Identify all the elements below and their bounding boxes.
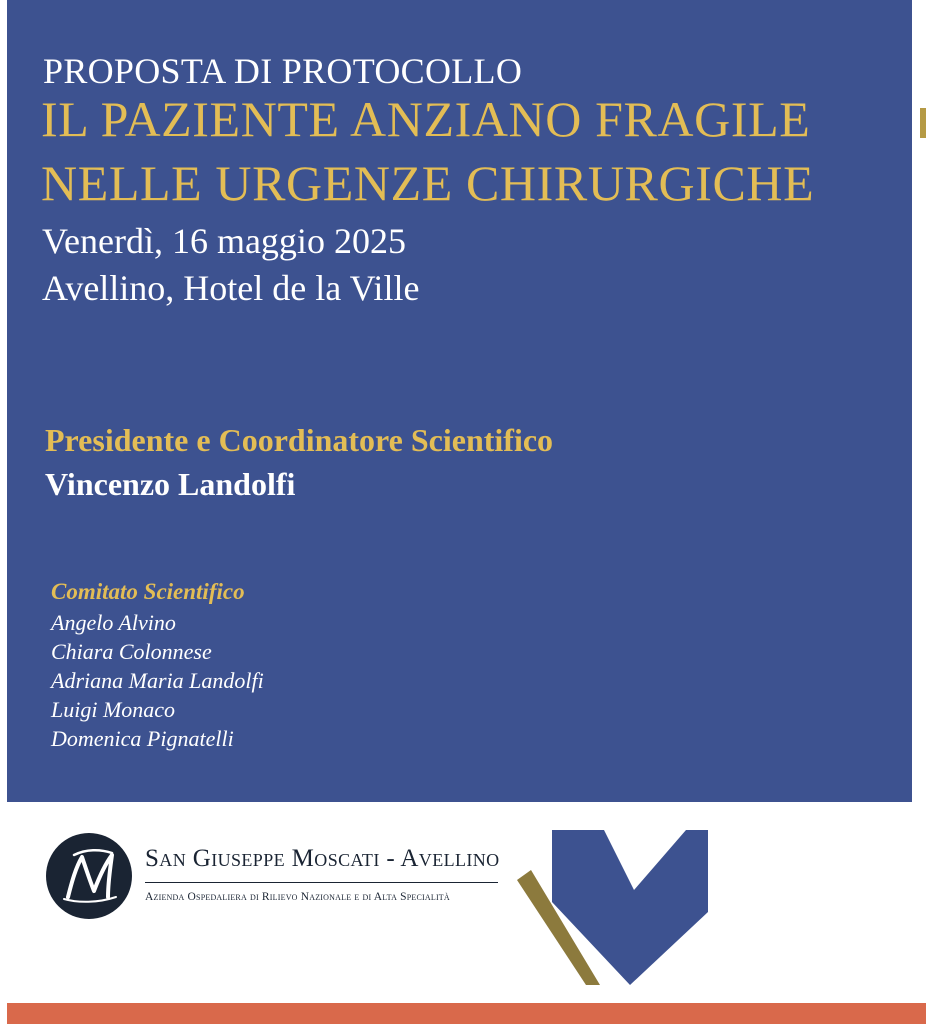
- event-date: Venerdì, 16 maggio 2025: [42, 221, 406, 261]
- kicker-text: PROPOSTA DI PROTOCOLLO: [43, 51, 523, 91]
- monogram-m-logo-icon: [46, 833, 132, 919]
- committee-title: Comitato Scientifico: [51, 579, 245, 604]
- committee-member: Chiara Colonnese: [51, 639, 212, 664]
- bottom-bar: [7, 1003, 926, 1024]
- hospital-subtitle: Azienda Ospedaliera di Rilievo Nazionale e di Alta Specialità: [145, 891, 450, 903]
- hospital-name: San Giuseppe Moscati - Avellino: [145, 845, 500, 872]
- edge-accent-icon: [920, 108, 926, 138]
- title-line-2: NELLE URGENZE CHIRURGICHE: [41, 155, 815, 211]
- hospital-logo: [46, 833, 132, 919]
- committee-member: Luigi Monaco: [51, 697, 176, 722]
- president-name: Vincenzo Landolfi: [45, 466, 296, 502]
- committee-member: Angelo Alvino: [51, 610, 176, 635]
- president-role: Presidente e Coordinatore Scientifico: [45, 422, 554, 458]
- event-venue: Avellino, Hotel de la Ville: [42, 268, 420, 308]
- title-line-1: IL PAZIENTE ANZIANO FRAGILE: [41, 91, 811, 147]
- committee-member: Adriana Maria Landolfi: [51, 668, 264, 693]
- brand-divider: [145, 882, 498, 883]
- committee-member: Domenica Pignatelli: [51, 726, 234, 751]
